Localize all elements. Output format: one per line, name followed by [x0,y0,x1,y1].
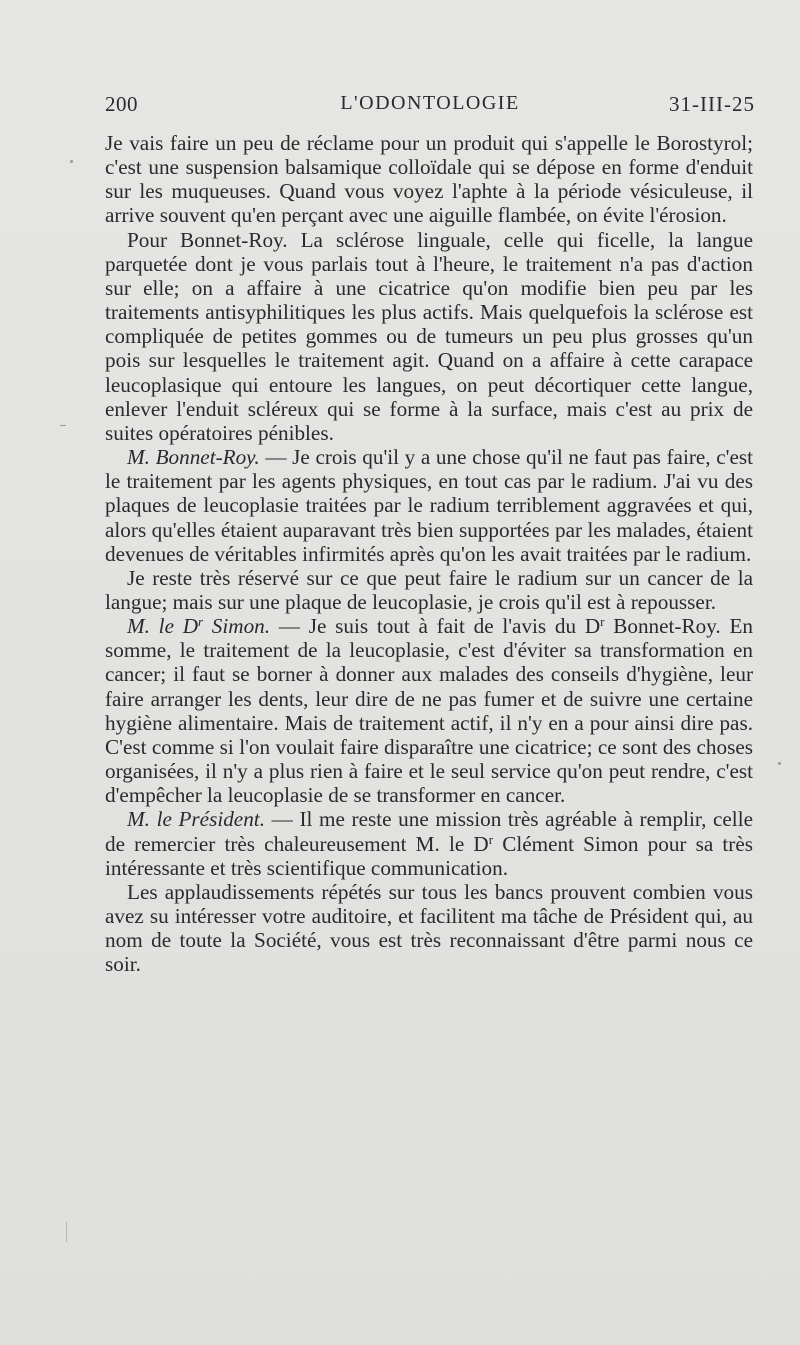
paragraph-borostyrol [105,131,753,228]
speaker-suffix: Simon. [203,614,271,639]
paragraph-text: Les applaudissements répétés sur tous les bancs prouvent combien vous avez su intéresser votre auditoire, et facilitent ma tâche de Président qui, au nom de toute la Société, vous est très reconnaissant d'être parmi nous ce soir. [105,879,753,977]
paragraph-sup: r [488,831,494,847]
paragraph-text-b: Bonnet-Roy. En somme, le traitement de la leucoplasie, c'est d'éviter sa transformation en cancer; il faut se borner à donner aux malades des conseils d'hygiène, leur faire arranger les dents, leur dire de ne pas fumer et de suivre une certaine hygiène alimentaire. Mais de traitement actif, il n'y en a pour ainsi dire pas. C'est comme si l'on voulait faire disparaître une cicatrice; ce sont des choses organisées, il n'y a plus rien à faire et le seul service qu'on peut rendre, c'est d'empêcher la leucoplasie de se transformer en cancer. [105,614,753,808]
paper-speck [66,1222,67,1242]
paper-speck [60,425,66,426]
paragraph-bonnet-roy [105,445,753,566]
paper-speck [778,762,781,765]
speaker-name [127,614,270,638]
paper-speck [70,160,73,163]
paragraph-text-a: — Je suis tout à fait de l'avis du D [270,614,601,639]
journal-title: L'ODONTOLOGIE [340,92,520,114]
speaker-sup: r [198,614,204,630]
speaker-name: M. Bonnet-Roy. [127,445,260,470]
issue-date: 31-III-25 [669,92,755,116]
paragraph-simon [105,614,753,807]
paragraph-applause [105,880,753,977]
paragraph-radium [105,566,753,614]
paragraph-text-a: — Il me reste une mission très agréable à remplir, celle de remercier très chaleureusement M. le D [105,807,753,856]
speaker-prefix: M. le D [127,614,199,639]
paragraph-text: Je reste très réservé sur ce que peut faire le radium sur un cancer de la langue; mais sur une plaque de leucoplasie, je crois qu'il est à repousser. [105,565,753,614]
paragraph-text: — Je crois qu'il y a une chose qu'il ne faut pas faire, c'est le traitement par les agents physiques, en tout cas par le radium. J'ai vu des plaques de leucoplasie traitées par le radium terriblement aggravées et qui, alors qu'elles étaient auparavant très bien supportées par les malades, étaient devenues de véritables infirmités après qu'on les avait traitées par le radium. [105,445,753,566]
article-body [105,131,753,976]
running-header [105,92,755,122]
speaker-name: M. le Président. [127,807,265,832]
paragraph-text: Pour Bonnet-Roy. La sclérose linguale, celle qui ficelle, la langue parquetée dont je vous parlais tout à l'heure, le traitement n'a pas d'action sur elle; on a affaire à une cicatrice qu'on modifie bien peu par les traitements antisyphilitiques les plus actifs. Mais quelquefois la sclérose est compliquée de petites gommes ou de tumeurs un peu plus grosses qu'un pois sur lesquelles le traitement agit. Quand on a affaire à cette carapace leucoplasique qui entoure les langues, on peut décortiquer cette langue, enlever l'enduit scléreux qui se forme à la surface, mais c'est au prix de suites opératoires pénibles. [105,227,753,445]
paragraph-sclerose [105,228,753,445]
paragraph-sup: r [600,614,605,630]
paragraph-president [105,807,753,879]
paragraph-text: Je vais faire un peu de réclame pour un produit qui s'appelle le Borostyrol; c'est une suspension balsamique colloïdale qui se dépose en forme d'enduit sur les muqueuses. Quand vous voyez l'aphte à la période vésiculeuse, il arrive souvent qu'en perçant avec une aiguille flambée, on évite l'érosion. [105,131,753,228]
paragraph-text-b: Clément Simon pour sa très intéressante et très scientifique communication. [105,831,754,880]
page-number: 200 [105,92,138,116]
